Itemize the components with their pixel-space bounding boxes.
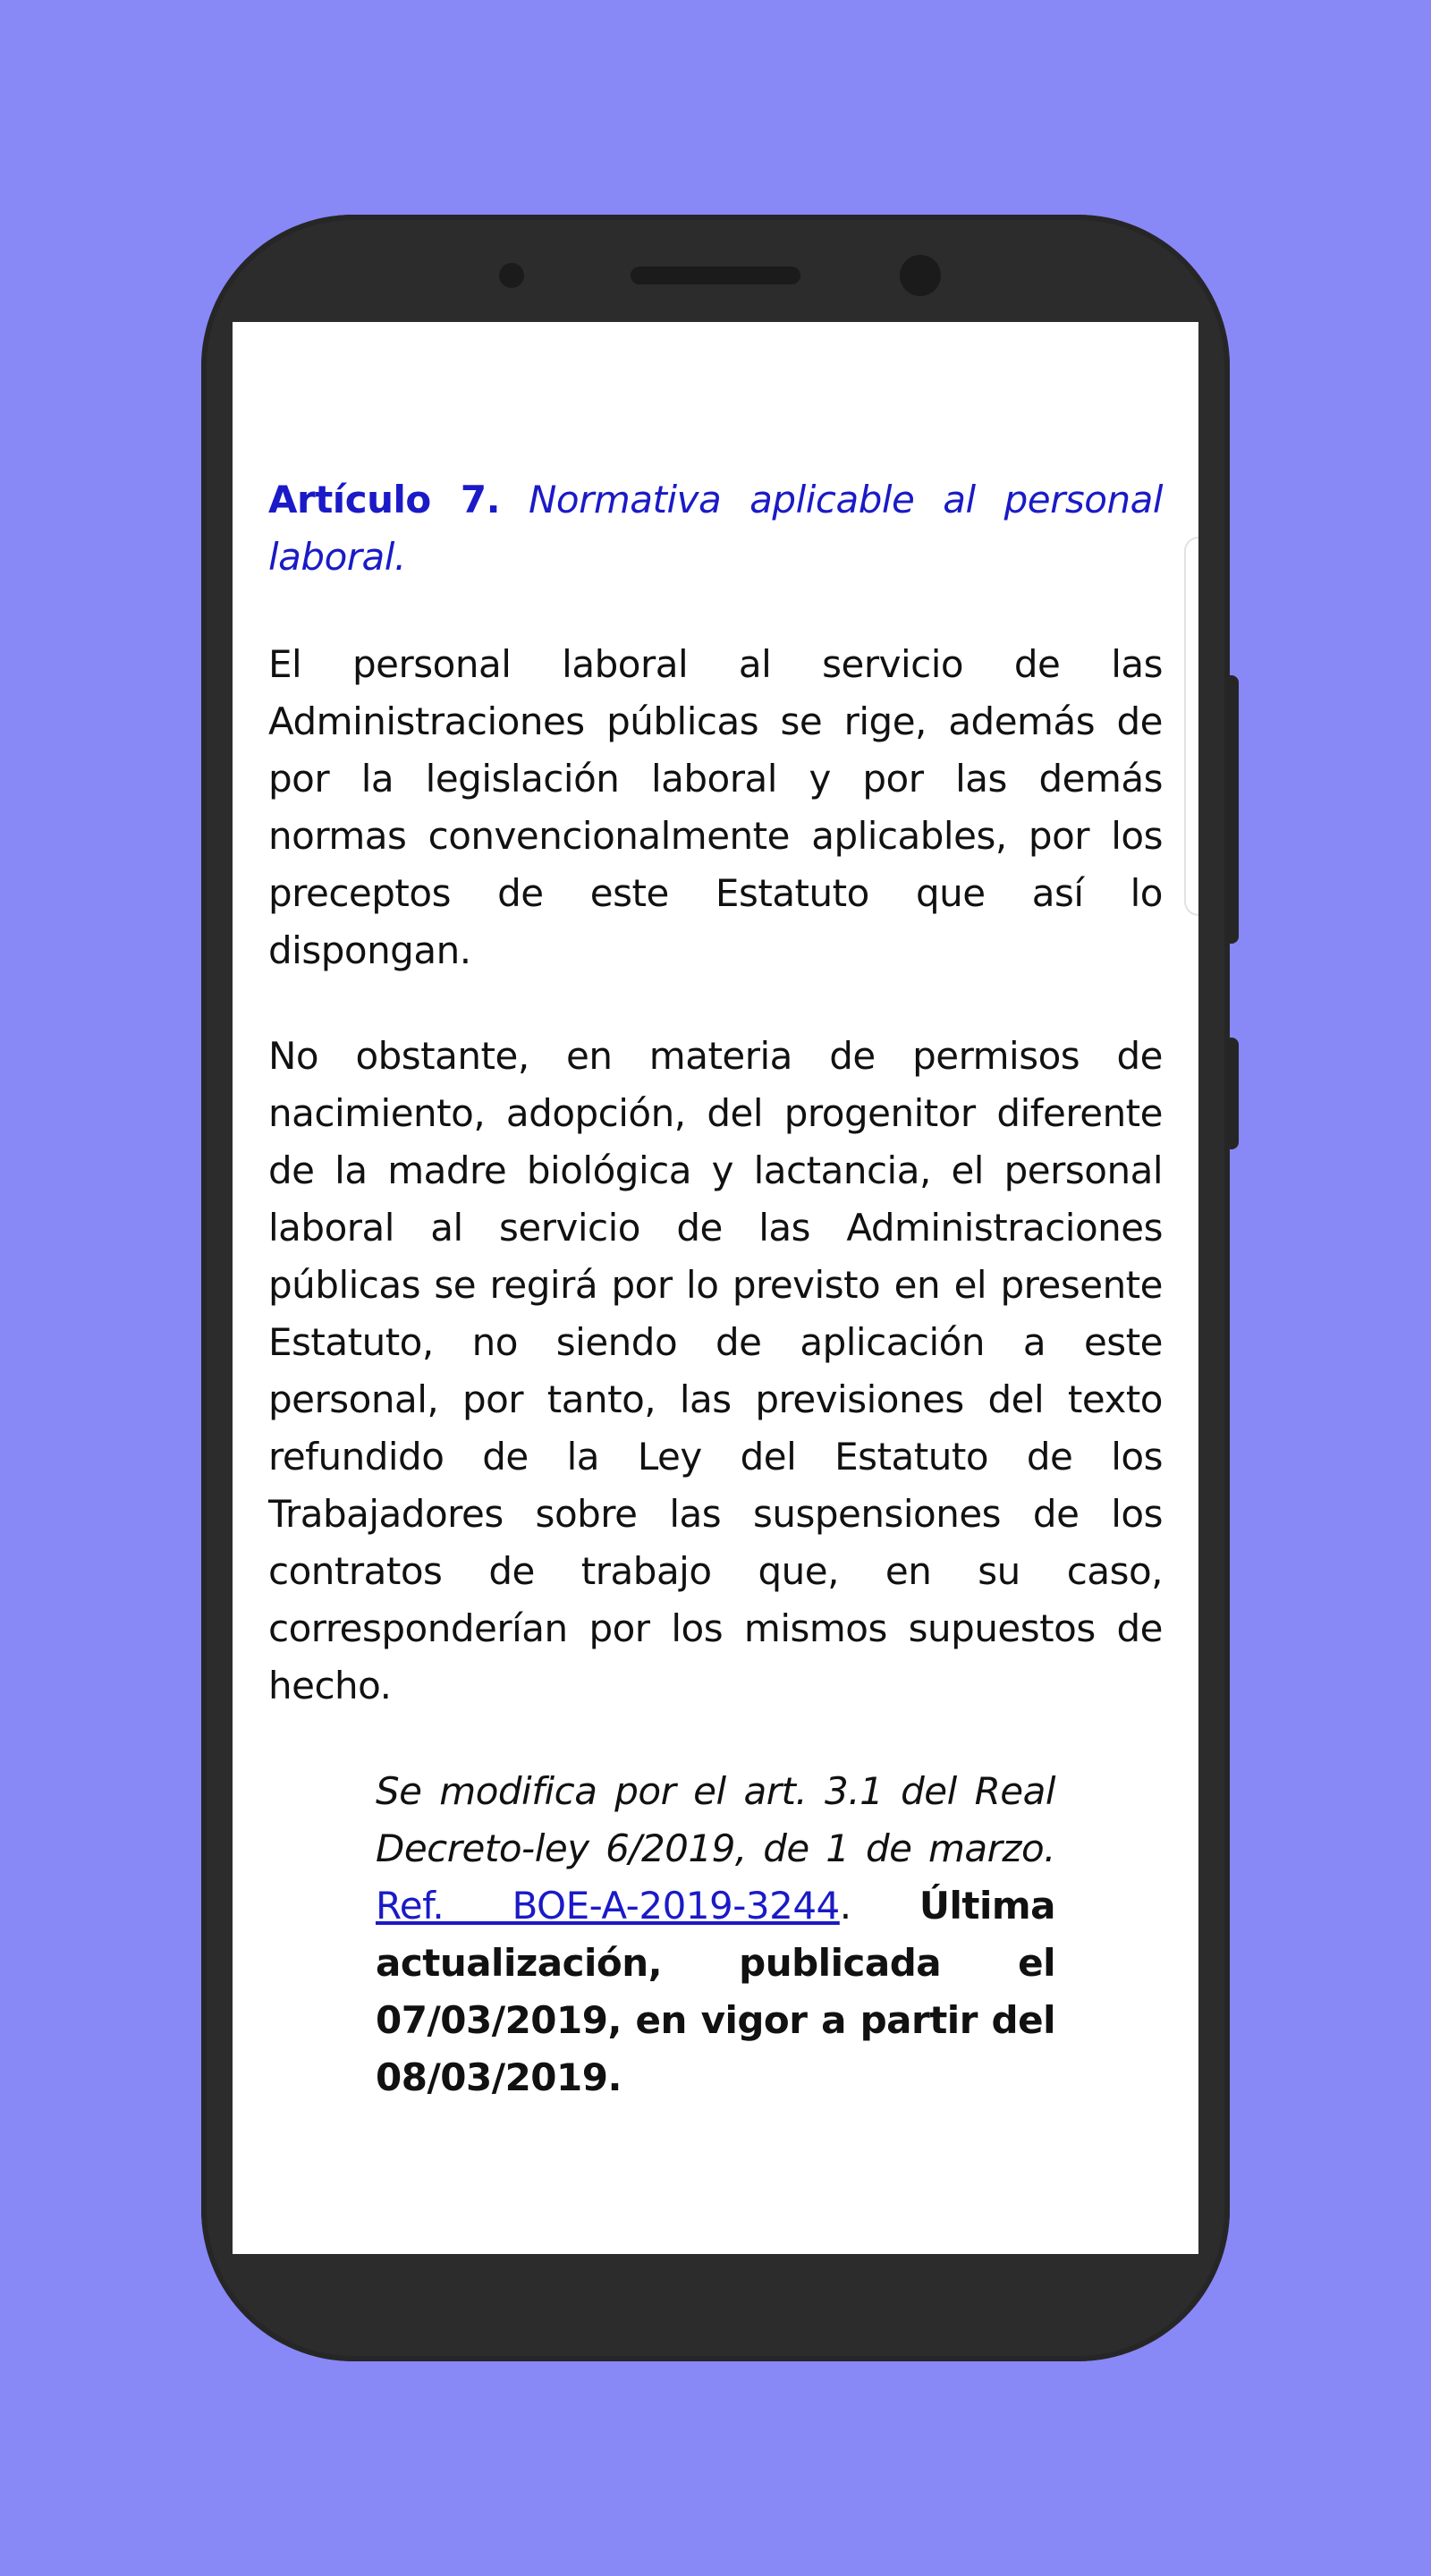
- modification-note: [376, 1763, 1055, 2106]
- power-button: [1230, 675, 1239, 944]
- front-camera: [900, 255, 941, 296]
- article-number: Artículo 7.: [268, 478, 501, 521]
- earpiece-speaker: [631, 267, 800, 284]
- article-paragraph-2: No obstante, en materia de permisos de nacimiento, adopción, del progenitor diferente de la madre biológica y lactancia, el personal laboral al servicio de las Administraciones públicas se regirá por lo previsto en el presente Estatuto, no siendo de aplicación a este personal, por tanto, las previsiones del texto refundido de la Ley del Estatuto de los Trabajadores sobre las suspensiones de los contratos de trabajo que, en su caso, corresponderían por los mismos supuestos de hecho.: [268, 1034, 1163, 1707]
- article-paragraph-1: El personal laboral al servicio de las Administraciones públicas se rige, además de por la legislación laboral y por las demás normas convencionalmente aplicables, por los preceptos de este Estatuto que así lo dispongan.: [268, 642, 1163, 972]
- article-content: [268, 471, 1163, 2106]
- article-heading: [268, 471, 1163, 586]
- side-panel-handle[interactable]: [1184, 537, 1198, 916]
- last-update-text: Última actualización, publicada el 07/03/2019, en vigor a partir del 08/03/2019.: [376, 1884, 1055, 2099]
- phone-screen[interactable]: [233, 322, 1198, 2254]
- proximity-sensor: [499, 263, 524, 288]
- volume-button: [1230, 1038, 1239, 1149]
- reference-separator: .: [839, 1884, 851, 1928]
- boe-reference-link[interactable]: Ref. BOE-A-2019-3244: [376, 1884, 840, 1928]
- modification-text: Se modifica por el art. 3.1 del Real Decreto-ley 6/2019, de 1 de marzo.: [376, 1769, 1055, 1870]
- article-subject: Normativa aplicable al personal laboral.: [268, 478, 1163, 579]
